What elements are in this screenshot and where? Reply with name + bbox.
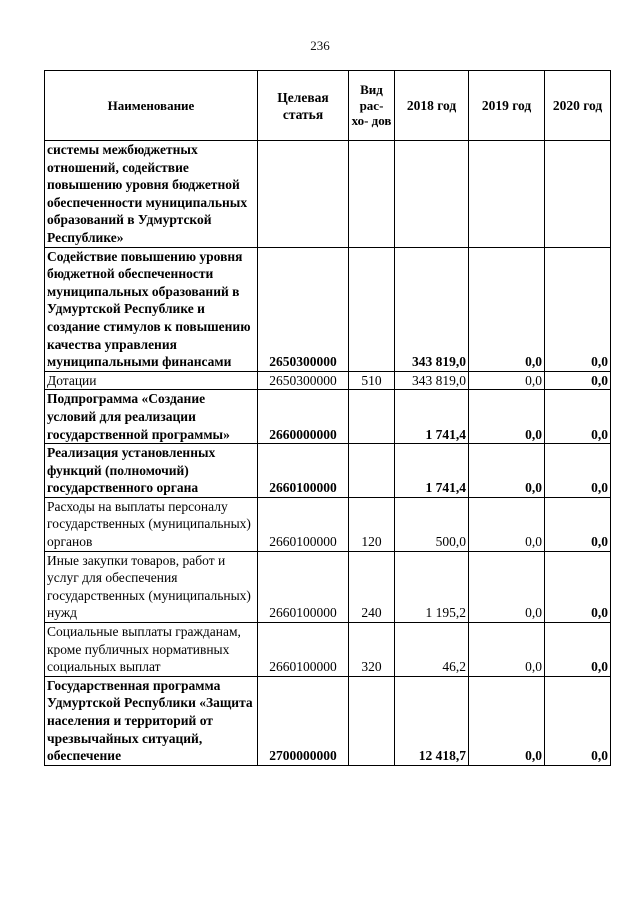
row-2020: 0,0 [545, 371, 611, 390]
row-2020: 0,0 [545, 390, 611, 444]
page-number: 236 [310, 38, 330, 53]
row-2020: 0,0 [545, 551, 611, 622]
row-2018: 1 741,4 [395, 444, 469, 498]
row-2020: 0,0 [545, 676, 611, 765]
table-row [45, 444, 611, 498]
row-name: Государственная программа Удмуртской Республики «Защита населения и территорий от чрезвычайных ситуаций, обеспечение [45, 676, 258, 765]
row-2019: 0,0 [469, 551, 545, 622]
table-row [45, 551, 611, 622]
row-2018 [395, 141, 469, 248]
row-2018: 12 418,7 [395, 676, 469, 765]
table-row [45, 623, 611, 677]
header-2019: 2019 год [469, 71, 545, 141]
row-2020: 0,0 [545, 497, 611, 551]
row-kind [349, 390, 395, 444]
table-row [45, 497, 611, 551]
row-target: 2660100000 [258, 444, 349, 498]
header-2018: 2018 год [395, 71, 469, 141]
row-target: 2700000000 [258, 676, 349, 765]
row-target: 2660100000 [258, 551, 349, 622]
row-name: Иные закупки товаров, работ и услуг для обеспечения государственных (муниципальных) нужд [45, 551, 258, 622]
row-name: Подпрограмма «Создание условий для реализации государственной программы» [45, 390, 258, 444]
row-2019: 0,0 [469, 497, 545, 551]
row-kind [349, 676, 395, 765]
row-kind: 510 [349, 371, 395, 390]
row-name: Содействие повышению уровня бюджетной обеспеченности муниципальных образований в Удмуртской Республике и создание стимулов к повышению качества управления муниципальными финансами [45, 247, 258, 371]
budget-table [44, 70, 611, 766]
row-kind [349, 247, 395, 371]
row-2020: 0,0 [545, 623, 611, 677]
row-2019: 0,0 [469, 247, 545, 371]
row-2019: 0,0 [469, 676, 545, 765]
row-target: 2650300000 [258, 371, 349, 390]
row-target [258, 141, 349, 248]
row-2020 [545, 141, 611, 248]
header-row [45, 71, 611, 141]
row-name: Дотации [45, 371, 258, 390]
row-kind [349, 444, 395, 498]
row-name: Расходы на выплаты персоналу государственных (муниципальных) органов [45, 497, 258, 551]
row-2018: 1 195,2 [395, 551, 469, 622]
header-kind: Вид рас- хо- дов [349, 71, 395, 141]
row-name: Социальные выплаты гражданам, кроме публичных нормативных социальных выплат [45, 623, 258, 677]
row-2020: 0,0 [545, 247, 611, 371]
row-name: системы межбюджетных отношений, содействие повышению уровня бюджетной обеспеченности муниципальных образований в Удмуртской Республике» [45, 141, 258, 248]
row-2018: 500,0 [395, 497, 469, 551]
row-kind: 240 [349, 551, 395, 622]
table-row [45, 141, 611, 248]
header-target: Целевая статья [258, 71, 349, 141]
row-2019: 0,0 [469, 390, 545, 444]
row-target: 2660000000 [258, 390, 349, 444]
row-2019: 0,0 [469, 623, 545, 677]
table-row [45, 390, 611, 444]
table-row [45, 371, 611, 390]
header-2020: 2020 год [545, 71, 611, 141]
row-target: 2660100000 [258, 497, 349, 551]
row-2018: 343 819,0 [395, 371, 469, 390]
row-2018: 1 741,4 [395, 390, 469, 444]
row-target: 2660100000 [258, 623, 349, 677]
row-2019: 0,0 [469, 444, 545, 498]
table-row [45, 676, 611, 765]
row-2019 [469, 141, 545, 248]
row-2020: 0,0 [545, 444, 611, 498]
row-2018: 46,2 [395, 623, 469, 677]
row-target: 2650300000 [258, 247, 349, 371]
row-kind [349, 141, 395, 248]
table-row [45, 247, 611, 371]
row-kind: 320 [349, 623, 395, 677]
row-2018: 343 819,0 [395, 247, 469, 371]
row-name: Реализация установленных функций (полномочий) государственного органа [45, 444, 258, 498]
header-name: Наименование [45, 71, 258, 141]
row-kind: 120 [349, 497, 395, 551]
row-2019: 0,0 [469, 371, 545, 390]
